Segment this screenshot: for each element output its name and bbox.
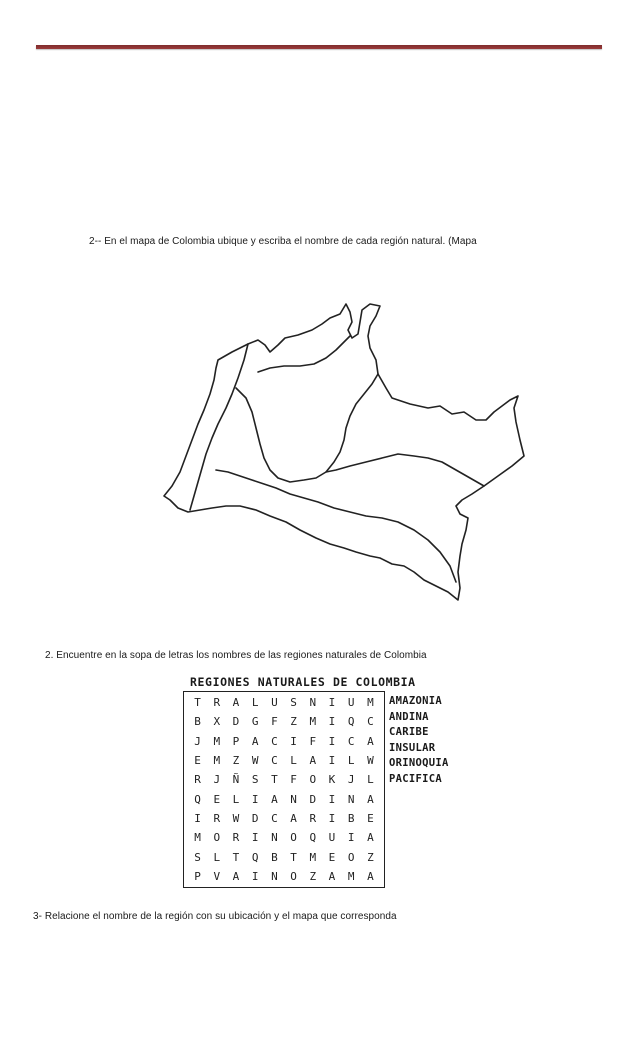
wordsearch-cell: I: [328, 734, 336, 748]
wordsearch-cell: A: [251, 734, 259, 748]
wordsearch-cell: M: [213, 754, 221, 768]
wordsearch-word-list: [389, 694, 449, 787]
wordsearch-cell: U: [271, 696, 278, 710]
wordsearch-cell: F: [271, 715, 278, 729]
wordsearch-cell: X: [213, 715, 221, 729]
wordsearch-cell: Q: [251, 850, 259, 864]
wordsearch-word: PACIFICA: [389, 772, 442, 785]
wordsearch-cell: U: [328, 831, 336, 845]
wordsearch-cell: A: [367, 792, 374, 806]
wordsearch-cell: A: [309, 754, 317, 768]
wordsearch-cell: N: [290, 792, 297, 806]
wordsearch-cell: P: [194, 869, 201, 883]
wordsearch-cell: C: [271, 811, 278, 825]
wordsearch-cell: T: [290, 850, 297, 864]
wordsearch-cell: N: [271, 869, 278, 883]
wordsearch-cell: S: [290, 696, 297, 710]
wordsearch-cell: Q: [194, 792, 201, 806]
wordsearch-cell: M: [213, 734, 221, 748]
wordsearch-cell: A: [232, 869, 240, 883]
wordsearch-cell: I: [328, 811, 336, 825]
wordsearch-cell: Z: [367, 850, 374, 864]
map-outline: [164, 304, 524, 600]
wordsearch-cell: V: [213, 869, 221, 883]
wordsearch-cell: G: [251, 715, 259, 729]
wordsearch-cell: D: [309, 792, 317, 806]
wordsearch-cell: U: [347, 696, 355, 710]
wordsearch-cell: I: [328, 696, 336, 710]
wordsearch-cell: Z: [290, 715, 297, 729]
wordsearch-cell: L: [251, 696, 259, 710]
wordsearch-cell: T: [271, 773, 278, 787]
wordsearch-cell: M: [309, 715, 317, 729]
wordsearch-cell: Z: [232, 754, 240, 768]
wordsearch-cell: D: [251, 811, 259, 825]
wordsearch-cell: R: [232, 831, 240, 845]
wordsearch-cell: M: [347, 869, 355, 883]
wordsearch-word: ANDINA: [389, 710, 429, 723]
wordsearch-cell: L: [367, 773, 374, 787]
wordsearch-cell: A: [290, 811, 297, 825]
wordsearch-cell: O: [290, 831, 297, 845]
wordsearch-cell: E: [213, 792, 221, 806]
wordsearch-cell: A: [271, 792, 278, 806]
colombia-map-image: [150, 295, 530, 610]
wordsearch-cell: C: [271, 754, 278, 768]
wordsearch-cell: O: [213, 831, 221, 845]
wordsearch-cell: Ñ: [232, 773, 240, 787]
wordsearch-cell: T: [232, 850, 240, 864]
wordsearch-cell: A: [232, 696, 240, 710]
wordsearch-cell: L: [347, 754, 355, 768]
header-rule: [36, 45, 602, 49]
wordsearch-cell: A: [328, 869, 336, 883]
wordsearch-cell: J: [194, 734, 201, 748]
wordsearch-grid: [183, 691, 385, 888]
wordsearch-cell: N: [309, 696, 317, 710]
wordsearch-cell: I: [251, 831, 259, 845]
wordsearch-cell: I: [251, 869, 259, 883]
wordsearch-cell: D: [232, 715, 240, 729]
wordsearch-cell: W: [367, 754, 374, 768]
wordsearch-cell: S: [194, 850, 201, 864]
wordsearch-cell: E: [367, 811, 374, 825]
wordsearch-cell: R: [194, 773, 201, 787]
wordsearch-cell: O: [290, 869, 297, 883]
instruction-map: 2-- En el mapa de Colombia ubique y escriba el nombre de cada región natural. (Mapa: [89, 236, 477, 247]
wordsearch-cell: I: [347, 831, 355, 845]
wordsearch-cell: O: [347, 850, 355, 864]
wordsearch-cell: A: [367, 734, 374, 748]
wordsearch-cell: I: [251, 792, 259, 806]
wordsearch-cell: L: [232, 792, 240, 806]
wordsearch-word: CARIBE: [389, 726, 429, 738]
wordsearch-word: INSULAR: [389, 741, 436, 754]
wordsearch-cell: S: [251, 773, 259, 787]
wordsearch-cell: K: [328, 773, 336, 787]
wordsearch-cell: M: [309, 850, 317, 864]
wordsearch-cell: W: [251, 754, 259, 768]
wordsearch-cell: E: [194, 754, 201, 768]
wordsearch-cell: B: [194, 715, 201, 729]
wordsearch-word: ORINOQUIA: [389, 757, 449, 769]
wordsearch-cell: W: [232, 811, 240, 825]
wordsearch-cell: C: [367, 715, 374, 729]
wordsearch-cell: M: [367, 696, 374, 710]
wordsearch-cell: M: [194, 831, 201, 845]
wordsearch-cell: L: [290, 754, 297, 768]
instruction-wordsearch: 2. Encuentre en la sopa de letras los nombres de las regiones naturales de Colombia: [45, 650, 427, 661]
wordsearch-cell: I: [328, 754, 336, 768]
wordsearch-cell: I: [328, 792, 336, 806]
wordsearch-cell: Q: [309, 831, 317, 845]
wordsearch-cell: Q: [347, 715, 355, 729]
wordsearch-cell: F: [290, 773, 297, 787]
wordsearch-word: AMAZONIA: [389, 695, 442, 707]
wordsearch-cell: N: [347, 792, 355, 806]
wordsearch-cell: A: [367, 831, 374, 845]
wordsearch-cell: R: [213, 696, 221, 710]
wordsearch-cell: C: [347, 734, 355, 748]
wordsearch-cell: P: [232, 734, 240, 748]
wordsearch-cell: J: [347, 773, 355, 787]
wordsearch-cell: Z: [309, 869, 317, 883]
wordsearch-cell: O: [309, 773, 317, 787]
wordsearch-cell: R: [213, 811, 221, 825]
wordsearch-cell: I: [290, 734, 297, 748]
wordsearch-cell: C: [271, 734, 278, 748]
wordsearch-cell: F: [309, 734, 317, 748]
wordsearch-cell: R: [309, 811, 317, 825]
wordsearch-cell: E: [328, 850, 336, 864]
wordsearch-cell: T: [194, 696, 201, 710]
wordsearch-cell: B: [347, 811, 355, 825]
wordsearch-cell: I: [194, 811, 201, 825]
wordsearch-cell: N: [271, 831, 278, 845]
wordsearch-cell: I: [328, 715, 336, 729]
wordsearch-cell: B: [271, 850, 278, 864]
wordsearch-cell: L: [213, 850, 221, 864]
wordsearch-title: REGIONES NATURALES DE COLOMBIA: [190, 675, 416, 689]
wordsearch-cell: A: [367, 869, 374, 883]
wordsearch-cell: J: [213, 773, 221, 787]
instruction-relate: 3- Relacione el nombre de la región con su ubicación y el mapa que corresponda: [33, 911, 397, 922]
